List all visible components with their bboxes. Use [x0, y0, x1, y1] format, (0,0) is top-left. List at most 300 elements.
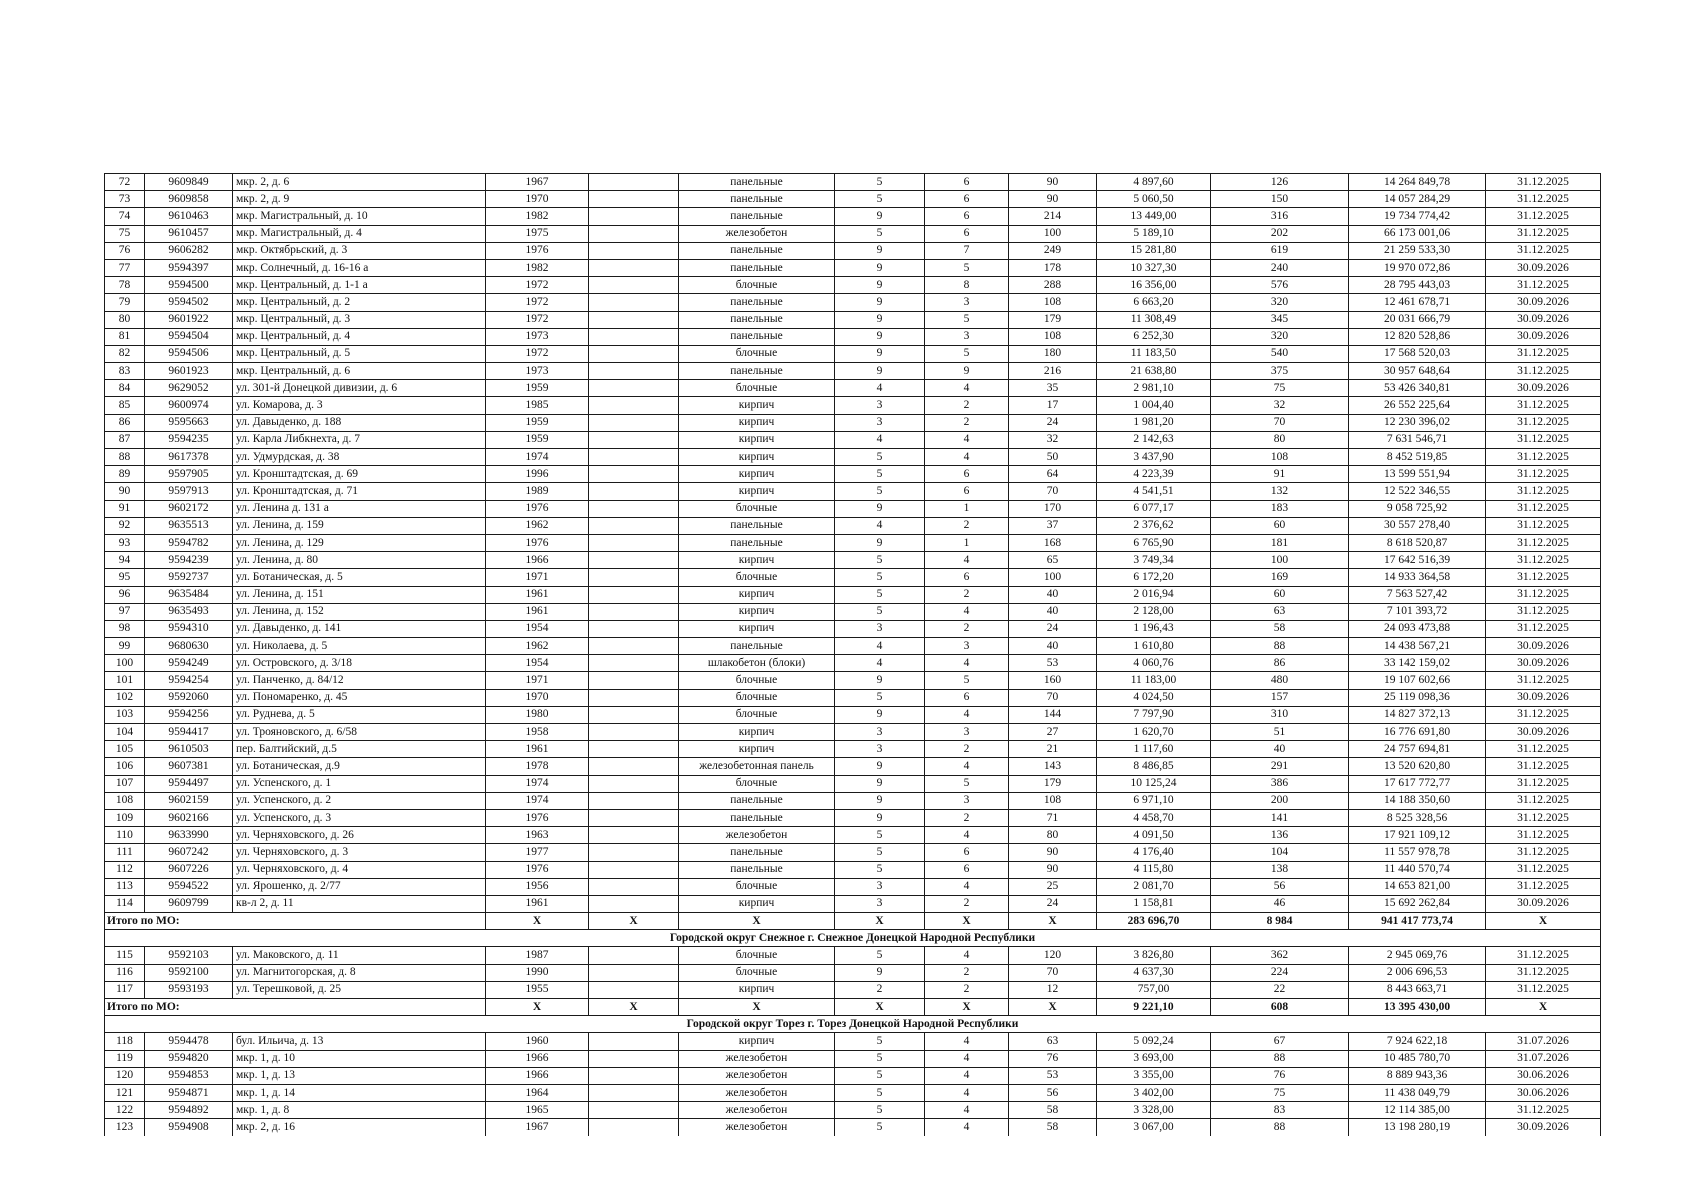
cell-blank	[589, 431, 679, 448]
cell-row-number: 120	[105, 1067, 145, 1084]
cell-house-id: 9594310	[145, 620, 233, 637]
cell-build-year: 1961	[486, 741, 589, 758]
cell-build-year: 1954	[486, 655, 589, 672]
cell-address: ул. Ботаническая, д.9	[233, 758, 486, 775]
cell-floors: 5	[835, 569, 925, 586]
cell-residents: 60	[1211, 517, 1349, 534]
cell-apartments: 120	[1009, 947, 1097, 964]
cell-deadline: 31.12.2025	[1486, 466, 1601, 483]
cell-residents: 150	[1211, 191, 1349, 208]
cell-house-id: 9607381	[145, 758, 233, 775]
cell-apartments: 76	[1009, 1050, 1097, 1067]
cell-apartments: 24	[1009, 414, 1097, 431]
cell-area: 3 693,00	[1097, 1050, 1211, 1067]
total-cell-build-year: X	[486, 999, 589, 1016]
cell-apartments: 90	[1009, 844, 1097, 861]
table-row	[105, 706, 1601, 723]
cell-deadline: 31.12.2025	[1486, 620, 1601, 637]
cell-address: ул. Николаева, д. 5	[233, 638, 486, 655]
cell-deadline: 31.12.2025	[1486, 191, 1601, 208]
cell-area: 5 092,24	[1097, 1033, 1211, 1050]
table-row	[105, 1067, 1601, 1084]
cell-apartments: 24	[1009, 620, 1097, 637]
cell-row-number: 122	[105, 1102, 145, 1119]
cell-address: ул. Кронштадтская, д. 71	[233, 483, 486, 500]
cell-area: 3 749,34	[1097, 552, 1211, 569]
cell-area: 2 142,63	[1097, 431, 1211, 448]
total-cell-wall-material: X	[679, 999, 835, 1016]
cell-cost: 20 031 666,79	[1349, 311, 1486, 328]
cell-blank	[589, 259, 679, 276]
cell-entrances: 4	[925, 1102, 1009, 1119]
cell-area: 1 620,70	[1097, 724, 1211, 741]
cell-deadline: 30.09.2026	[1486, 638, 1601, 655]
table-row	[105, 861, 1601, 878]
cell-residents: 60	[1211, 586, 1349, 603]
cell-blank	[589, 569, 679, 586]
cell-entrances: 8	[925, 277, 1009, 294]
cell-blank	[589, 397, 679, 414]
cell-floors: 9	[835, 758, 925, 775]
cell-deadline: 31.12.2025	[1486, 878, 1601, 895]
cell-entrances: 9	[925, 363, 1009, 380]
table-row	[105, 724, 1601, 741]
cell-house-id: 9635513	[145, 517, 233, 534]
cell-wall-material: кирпич	[679, 895, 835, 912]
cell-floors: 5	[835, 603, 925, 620]
cell-apartments: 178	[1009, 259, 1097, 276]
cell-area: 1 196,43	[1097, 620, 1211, 637]
cell-floors: 3	[835, 724, 925, 741]
cell-entrances: 2	[925, 517, 1009, 534]
cell-build-year: 1980	[486, 706, 589, 723]
cell-cost: 11 440 570,74	[1349, 861, 1486, 878]
cell-wall-material: блочные	[679, 672, 835, 689]
cell-build-year: 1972	[486, 294, 589, 311]
cell-floors: 5	[835, 1119, 925, 1136]
cell-build-year: 1972	[486, 277, 589, 294]
cell-row-number: 94	[105, 552, 145, 569]
cell-deadline: 30.09.2026	[1486, 328, 1601, 345]
cell-wall-material: панельные	[679, 792, 835, 809]
cell-build-year: 1972	[486, 311, 589, 328]
total-cell-apartments: X	[1009, 999, 1097, 1016]
cell-area: 2 981,10	[1097, 380, 1211, 397]
cell-build-year: 1971	[486, 672, 589, 689]
cell-row-number: 98	[105, 620, 145, 637]
cell-house-id: 9594397	[145, 259, 233, 276]
cell-house-id: 9592100	[145, 964, 233, 981]
cell-house-id: 9592737	[145, 569, 233, 586]
cell-apartments: 32	[1009, 431, 1097, 448]
cell-deadline: 31.12.2025	[1486, 552, 1601, 569]
cell-entrances: 4	[925, 431, 1009, 448]
cell-house-id: 9609799	[145, 895, 233, 912]
cell-deadline: 31.12.2025	[1486, 1102, 1601, 1119]
cell-wall-material: блочные	[679, 964, 835, 981]
cell-apartments: 179	[1009, 311, 1097, 328]
cell-wall-material: кирпич	[679, 449, 835, 466]
cell-cost: 14 057 284,29	[1349, 191, 1486, 208]
cell-area: 8 486,85	[1097, 758, 1211, 775]
cell-address: ул. Ботаническая, д. 5	[233, 569, 486, 586]
cell-wall-material: железобетонная панель	[679, 758, 835, 775]
cell-apartments: 27	[1009, 724, 1097, 741]
cell-area: 4 091,50	[1097, 827, 1211, 844]
cell-address: ул. Островского, д. 3/18	[233, 655, 486, 672]
cell-apartments: 63	[1009, 1033, 1097, 1050]
housing-register-table	[104, 173, 1601, 1136]
cell-deadline: 31.12.2025	[1486, 431, 1601, 448]
cell-blank	[589, 552, 679, 569]
table-row	[105, 380, 1601, 397]
cell-row-number: 104	[105, 724, 145, 741]
cell-deadline: 30.06.2026	[1486, 1067, 1601, 1084]
cell-wall-material: кирпич	[679, 981, 835, 998]
cell-cost: 17 921 109,12	[1349, 827, 1486, 844]
cell-house-id: 9594478	[145, 1033, 233, 1050]
cell-row-number: 110	[105, 827, 145, 844]
cell-row-number: 81	[105, 328, 145, 345]
cell-residents: 91	[1211, 466, 1349, 483]
cell-wall-material: блочные	[679, 947, 835, 964]
cell-build-year: 1987	[486, 947, 589, 964]
cell-residents: 108	[1211, 449, 1349, 466]
cell-blank	[589, 706, 679, 723]
cell-cost: 7 101 393,72	[1349, 603, 1486, 620]
cell-row-number: 108	[105, 792, 145, 809]
cell-apartments: 100	[1009, 569, 1097, 586]
cell-row-number: 118	[105, 1033, 145, 1050]
cell-area: 3 437,90	[1097, 449, 1211, 466]
cell-build-year: 1967	[486, 1119, 589, 1136]
cell-floors: 5	[835, 1050, 925, 1067]
cell-address: ул. Удмурдская, д. 38	[233, 449, 486, 466]
table-row	[105, 191, 1601, 208]
cell-house-id: 9602166	[145, 809, 233, 826]
cell-blank	[589, 483, 679, 500]
cell-area: 10 125,24	[1097, 775, 1211, 792]
cell-blank	[589, 758, 679, 775]
cell-address: мкр. Октябрьский, д. 3	[233, 242, 486, 259]
cell-residents: 126	[1211, 174, 1349, 191]
cell-row-number: 89	[105, 466, 145, 483]
cell-area: 6 663,20	[1097, 294, 1211, 311]
cell-apartments: 70	[1009, 689, 1097, 706]
cell-wall-material: кирпич	[679, 724, 835, 741]
table-row	[105, 363, 1601, 380]
cell-wall-material: шлакобетон (блоки)	[679, 655, 835, 672]
cell-row-number: 95	[105, 569, 145, 586]
cell-entrances: 2	[925, 981, 1009, 998]
cell-wall-material: панельные	[679, 208, 835, 225]
cell-area: 757,00	[1097, 981, 1211, 998]
total-label: Итого по МО:	[105, 999, 486, 1016]
cell-floors: 4	[835, 638, 925, 655]
cell-blank	[589, 981, 679, 998]
cell-address: мкр. Солнечный, д. 16-16 а	[233, 259, 486, 276]
cell-floors: 4	[835, 431, 925, 448]
cell-build-year: 1959	[486, 380, 589, 397]
cell-row-number: 91	[105, 500, 145, 517]
cell-address: ул. Карла Либкнехта, д. 7	[233, 431, 486, 448]
cell-residents: 76	[1211, 1067, 1349, 1084]
cell-wall-material: блочные	[679, 689, 835, 706]
cell-apartments: 25	[1009, 878, 1097, 895]
cell-residents: 386	[1211, 775, 1349, 792]
cell-address: ул. Черняховского, д. 4	[233, 861, 486, 878]
cell-deadline: 31.12.2025	[1486, 844, 1601, 861]
cell-area: 3 402,00	[1097, 1084, 1211, 1101]
cell-residents: 40	[1211, 741, 1349, 758]
cell-address: ул. Черняховского, д. 26	[233, 827, 486, 844]
cell-address: ул. Ленина, д. 159	[233, 517, 486, 534]
cell-blank	[589, 208, 679, 225]
cell-blank	[589, 225, 679, 242]
table-row	[105, 208, 1601, 225]
cell-row-number: 76	[105, 242, 145, 259]
cell-floors: 9	[835, 242, 925, 259]
cell-deadline: 31.12.2025	[1486, 225, 1601, 242]
cell-residents: 183	[1211, 500, 1349, 517]
cell-blank	[589, 345, 679, 362]
cell-cost: 2 945 069,76	[1349, 947, 1486, 964]
cell-blank	[589, 1084, 679, 1101]
cell-address: мкр. 2, д. 9	[233, 191, 486, 208]
cell-blank	[589, 1033, 679, 1050]
cell-wall-material: железобетон	[679, 225, 835, 242]
cell-house-id: 9594782	[145, 534, 233, 551]
cell-build-year: 1961	[486, 603, 589, 620]
cell-apartments: 71	[1009, 809, 1097, 826]
cell-deadline: 31.12.2025	[1486, 569, 1601, 586]
cell-floors: 5	[835, 483, 925, 500]
cell-deadline: 31.12.2025	[1486, 672, 1601, 689]
cell-blank	[589, 1050, 679, 1067]
cell-wall-material: панельные	[679, 328, 835, 345]
cell-wall-material: панельные	[679, 259, 835, 276]
cell-deadline: 31.12.2025	[1486, 397, 1601, 414]
cell-build-year: 1976	[486, 242, 589, 259]
cell-apartments: 53	[1009, 1067, 1097, 1084]
table-row	[105, 328, 1601, 345]
cell-build-year: 1960	[486, 1033, 589, 1050]
total-label: Итого по МО:	[105, 913, 486, 930]
cell-entrances: 5	[925, 311, 1009, 328]
cell-apartments: 216	[1009, 363, 1097, 380]
cell-cost: 26 552 225,64	[1349, 397, 1486, 414]
cell-floors: 2	[835, 981, 925, 998]
cell-apartments: 80	[1009, 827, 1097, 844]
cell-house-id: 9600974	[145, 397, 233, 414]
table-row	[105, 174, 1601, 191]
cell-blank	[589, 620, 679, 637]
cell-entrances: 4	[925, 758, 1009, 775]
cell-wall-material: панельные	[679, 861, 835, 878]
cell-deadline: 31.07.2026	[1486, 1050, 1601, 1067]
cell-address: ул. Руднева, д. 5	[233, 706, 486, 723]
cell-house-id: 9594417	[145, 724, 233, 741]
cell-house-id: 9594853	[145, 1067, 233, 1084]
cell-apartments: 108	[1009, 328, 1097, 345]
cell-address: мкр. 1, д. 8	[233, 1102, 486, 1119]
cell-entrances: 2	[925, 895, 1009, 912]
total-cell-apartments: X	[1009, 913, 1097, 930]
cell-residents: 83	[1211, 1102, 1349, 1119]
cell-area: 11 308,49	[1097, 311, 1211, 328]
cell-address: ул. Панченко, д. 84/12	[233, 672, 486, 689]
cell-area: 15 281,80	[1097, 242, 1211, 259]
cell-area: 1 610,80	[1097, 638, 1211, 655]
cell-cost: 25 119 098,36	[1349, 689, 1486, 706]
cell-area: 21 638,80	[1097, 363, 1211, 380]
cell-blank	[589, 1119, 679, 1136]
cell-build-year: 1985	[486, 397, 589, 414]
cell-address: кв-л 2, д. 11	[233, 895, 486, 912]
cell-entrances: 6	[925, 208, 1009, 225]
cell-apartments: 37	[1009, 517, 1097, 534]
cell-address: ул. Маковского, д. 11	[233, 947, 486, 964]
cell-residents: 75	[1211, 380, 1349, 397]
cell-deadline: 31.12.2025	[1486, 981, 1601, 998]
cell-area: 1 158,81	[1097, 895, 1211, 912]
cell-apartments: 12	[1009, 981, 1097, 998]
cell-row-number: 86	[105, 414, 145, 431]
cell-blank	[589, 844, 679, 861]
cell-floors: 5	[835, 844, 925, 861]
cell-wall-material: панельные	[679, 844, 835, 861]
cell-floors: 9	[835, 809, 925, 826]
cell-cost: 13 198 280,19	[1349, 1119, 1486, 1136]
cell-house-id: 9594502	[145, 294, 233, 311]
cell-house-id: 9602159	[145, 792, 233, 809]
cell-build-year: 1954	[486, 620, 589, 637]
cell-cost: 12 114 385,00	[1349, 1102, 1486, 1119]
cell-blank	[589, 861, 679, 878]
cell-apartments: 168	[1009, 534, 1097, 551]
cell-cost: 14 653 821,00	[1349, 878, 1486, 895]
cell-house-id: 9610503	[145, 741, 233, 758]
cell-cost: 24 757 694,81	[1349, 741, 1486, 758]
cell-apartments: 50	[1009, 449, 1097, 466]
cell-entrances: 6	[925, 483, 1009, 500]
cell-address: ул. Ленина, д. 80	[233, 552, 486, 569]
cell-area: 6 077,17	[1097, 500, 1211, 517]
table-row	[105, 1102, 1601, 1119]
total-row	[105, 913, 1601, 930]
cell-house-id: 9601923	[145, 363, 233, 380]
cell-deadline: 31.12.2025	[1486, 534, 1601, 551]
cell-build-year: 1990	[486, 964, 589, 981]
cell-area: 11 183,00	[1097, 672, 1211, 689]
cell-wall-material: кирпич	[679, 552, 835, 569]
cell-build-year: 1974	[486, 449, 589, 466]
cell-deadline: 31.12.2025	[1486, 809, 1601, 826]
cell-wall-material: панельные	[679, 191, 835, 208]
cell-cost: 8 618 520,87	[1349, 534, 1486, 551]
cell-entrances: 4	[925, 1033, 1009, 1050]
table-row	[105, 1050, 1601, 1067]
cell-blank	[589, 517, 679, 534]
cell-floors: 5	[835, 552, 925, 569]
cell-cost: 14 933 364,58	[1349, 569, 1486, 586]
cell-deadline: 31.12.2025	[1486, 603, 1601, 620]
total-cell-blank: X	[589, 913, 679, 930]
table-row	[105, 844, 1601, 861]
cell-row-number: 72	[105, 174, 145, 191]
cell-wall-material: панельные	[679, 638, 835, 655]
cell-residents: 51	[1211, 724, 1349, 741]
cell-residents: 320	[1211, 294, 1349, 311]
cell-address: мкр. 1, д. 10	[233, 1050, 486, 1067]
cell-residents: 86	[1211, 655, 1349, 672]
cell-house-id: 9594908	[145, 1119, 233, 1136]
cell-residents: 88	[1211, 1119, 1349, 1136]
cell-apartments: 56	[1009, 1084, 1097, 1101]
cell-floors: 9	[835, 208, 925, 225]
cell-deadline: 31.12.2025	[1486, 827, 1601, 844]
section-title: Городской округ Торез г. Торез Донецкой Народной Республики	[105, 1016, 1601, 1033]
cell-deadline: 31.12.2025	[1486, 706, 1601, 723]
cell-deadline: 31.12.2025	[1486, 277, 1601, 294]
cell-floors: 4	[835, 655, 925, 672]
cell-deadline: 31.12.2025	[1486, 174, 1601, 191]
cell-entrances: 4	[925, 706, 1009, 723]
total-cell-deadline: X	[1486, 999, 1601, 1016]
total-cell-cost: 941 417 773,74	[1349, 913, 1486, 930]
cell-entrances: 6	[925, 466, 1009, 483]
cell-apartments: 70	[1009, 483, 1097, 500]
cell-wall-material: кирпич	[679, 483, 835, 500]
table-row	[105, 414, 1601, 431]
cell-floors: 9	[835, 672, 925, 689]
cell-residents: 202	[1211, 225, 1349, 242]
cell-house-id: 9594892	[145, 1102, 233, 1119]
cell-deadline: 31.12.2025	[1486, 792, 1601, 809]
cell-area: 4 541,51	[1097, 483, 1211, 500]
cell-deadline: 31.12.2025	[1486, 964, 1601, 981]
cell-address: ул. Успенского, д. 3	[233, 809, 486, 826]
cell-floors: 9	[835, 259, 925, 276]
cell-address: ул. Трояновского, д. 6/58	[233, 724, 486, 741]
cell-wall-material: панельные	[679, 242, 835, 259]
cell-blank	[589, 741, 679, 758]
cell-cost: 12 522 346,55	[1349, 483, 1486, 500]
cell-row-number: 90	[105, 483, 145, 500]
cell-wall-material: панельные	[679, 517, 835, 534]
cell-address: мкр. 2, д. 6	[233, 174, 486, 191]
cell-floors: 5	[835, 689, 925, 706]
cell-row-number: 102	[105, 689, 145, 706]
cell-blank	[589, 1067, 679, 1084]
cell-residents: 141	[1211, 809, 1349, 826]
cell-deadline: 30.09.2026	[1486, 311, 1601, 328]
cell-apartments: 90	[1009, 191, 1097, 208]
cell-build-year: 1972	[486, 345, 589, 362]
cell-house-id: 9592060	[145, 689, 233, 706]
cell-wall-material: кирпич	[679, 586, 835, 603]
cell-house-id: 9607226	[145, 861, 233, 878]
cell-cost: 33 142 159,02	[1349, 655, 1486, 672]
cell-floors: 9	[835, 964, 925, 981]
cell-apartments: 65	[1009, 552, 1097, 569]
cell-cost: 19 734 774,42	[1349, 208, 1486, 225]
cell-entrances: 5	[925, 345, 1009, 362]
cell-apartments: 21	[1009, 741, 1097, 758]
cell-cost: 28 795 443,03	[1349, 277, 1486, 294]
cell-row-number: 82	[105, 345, 145, 362]
cell-area: 4 176,40	[1097, 844, 1211, 861]
